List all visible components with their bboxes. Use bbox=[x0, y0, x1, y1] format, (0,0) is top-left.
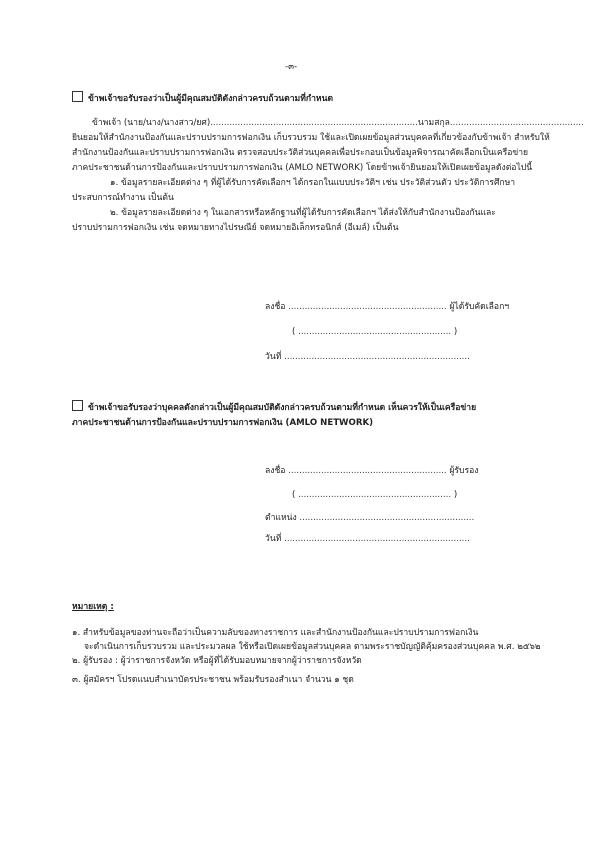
paren-close: ) bbox=[453, 327, 458, 337]
sign-label: ลงชื่อ bbox=[265, 302, 286, 312]
note-item-1: ๑. สำหรับข้อมูลของท่านจะถือว่าเป็นความลับของทางราชการ และสำนักงานป้องกันและปราบปรามการฟอกเงิน bbox=[72, 628, 479, 638]
sign-role: ผู้รับรอง bbox=[449, 466, 479, 476]
consent-paragraph-line-2: สำนักงานป้องกันและปราบปรามการฟอกเงิน ตรวจสอบประวัติส่วนบุคคลเพื่อประกอบเป็นข้อมูลพิจารณาคัดเลือกเป็นเครือข่าย bbox=[72, 148, 529, 158]
date-label: วันที่ bbox=[265, 534, 282, 544]
section1-consent-checkbox[interactable] bbox=[72, 91, 83, 102]
note-item-1-cont: จะดำเนินการเก็บรวบรวม และประมวลผล ใช้หรือเปิดเผยข้อมูลส่วนบุคคล ตามพระราชบัญญัติคุ้มครองส่วนบุคคล พ.ศ. ๒๕๖๒ bbox=[84, 642, 541, 652]
position-label: ตำแหน่ง bbox=[265, 513, 297, 523]
paren-open: ( bbox=[292, 490, 296, 500]
surname-field[interactable]: ................................................. bbox=[449, 118, 584, 128]
section2-position-row bbox=[265, 513, 474, 524]
sign-label: ลงชื่อ bbox=[265, 466, 286, 476]
consent-item-2-cont: ปราบปรามการฟอกเงิน เช่น จดหมายทางไปรษณีย์ จดหมายอิเล็กทรอนิกส์ (อีเมล์) เป็นต้น bbox=[72, 223, 399, 233]
consent-item-1-cont: ประสบการณ์ทำงาน เป็นต้น bbox=[72, 193, 174, 203]
page-number: -๓- bbox=[285, 62, 298, 72]
surname-label: นามสกุล bbox=[417, 118, 450, 128]
section1-printed-name-row bbox=[292, 327, 457, 338]
consent-paragraph-line-1: ยินยอมให้สำนักงานป้องกันและปราบปรามการฟอกเงิน เก็บรวบรวม ใช้และเปิดเผยข้อมูลส่วนบุคคลที่เกี่ยวข้องกับข้าพเจ้า สำหรับให้ bbox=[72, 133, 550, 143]
sign-role: ผู้ได้รับคัดเลือกฯ bbox=[449, 302, 510, 312]
note-item-3: ๓. ผู้สมัครฯ โปรดแนบสำเนาบัตรประชาชน พร้อมรับรองสำเนา จำนวน ๑ ชุด bbox=[72, 675, 354, 685]
section1-consent-label: ข้าพเจ้าขอรับรองว่าเป็นผู้มีคุณสมบัติดังกล่าวครบถ้วนตามที่กำหนด bbox=[88, 94, 334, 104]
section1-signature-row bbox=[265, 302, 509, 313]
certifier-date-field[interactable]: .................................................................... bbox=[284, 534, 470, 544]
name-prefix: ข้าพเจ้า (นาย/นาง/นางสาว/ยศ) bbox=[92, 118, 211, 128]
note-item-2: ๒. ผู้รับรอง : ผู้ว่าราชการจังหวัด หรือผู้ที่ได้รับมอบหมายจากผู้ว่าราชการจังหวัด bbox=[72, 656, 362, 666]
name-field[interactable]: ............................................................................ bbox=[210, 118, 418, 128]
signature-field[interactable]: .......................................................... bbox=[288, 302, 447, 312]
section1-date-row bbox=[265, 352, 470, 363]
section2-certify-label: ข้าพเจ้าขอรับรองว่าบุคคลดังกล่าวเป็นผู้มีคุณสมบัติดังกล่าวครบถ้วนตามที่กำหนด เห็นควรให้เป็นเครือข่าย bbox=[88, 403, 477, 413]
certifier-signature-field[interactable]: .......................................................... bbox=[288, 466, 447, 476]
section2-signature-row bbox=[265, 466, 478, 477]
date-field[interactable]: .................................................................... bbox=[284, 352, 470, 362]
paren-close: ) bbox=[453, 490, 458, 500]
consent-paragraph-line-3: ภาคประชาชนด้านการป้องกันและปราบปรามการฟอกเงิน (AMLO NETWORK) โดยข้าพเจ้ายินยอมให้เปิดเผยข้อมูลดังต่อไปนี้ bbox=[72, 163, 533, 173]
paren-open: ( bbox=[292, 327, 296, 337]
section2-date-row bbox=[265, 534, 470, 545]
name-line bbox=[92, 118, 584, 129]
section2-certify-row bbox=[72, 400, 476, 414]
certifier-printed-name-field[interactable]: ........................................................ bbox=[298, 490, 452, 500]
printed-name-field[interactable]: ........................................................ bbox=[298, 327, 452, 337]
notes-title: หมายเหตุ : bbox=[72, 602, 114, 612]
section2-certify-line2: ภาคประชาชนด้านการป้องกันและปราบปรามการฟอกเงิน (AMLO NETWORK) bbox=[72, 418, 374, 428]
section2-certify-checkbox[interactable] bbox=[72, 400, 83, 411]
section2-printed-name-row bbox=[292, 490, 457, 501]
consent-item-1: ๑. ข้อมูลรายละเอียดต่าง ๆ ที่ผู้ได้รับการคัดเลือกฯ ได้กรอกในแบบประวัติฯ เช่น ประวัติส่วนตัว ประวัติการศึกษา bbox=[110, 178, 516, 188]
consent-item-2: ๒. ข้อมูลรายละเอียดต่าง ๆ ในเอกสารหรือหลักฐานที่ผู้ได้รับการคัดเลือกฯ ได้ส่งให้กับสำนักงานป้องกันและ bbox=[110, 208, 496, 218]
position-field[interactable]: ................................................................ bbox=[299, 513, 475, 523]
date-label: วันที่ bbox=[265, 352, 282, 362]
section1-consent-row bbox=[72, 91, 333, 105]
